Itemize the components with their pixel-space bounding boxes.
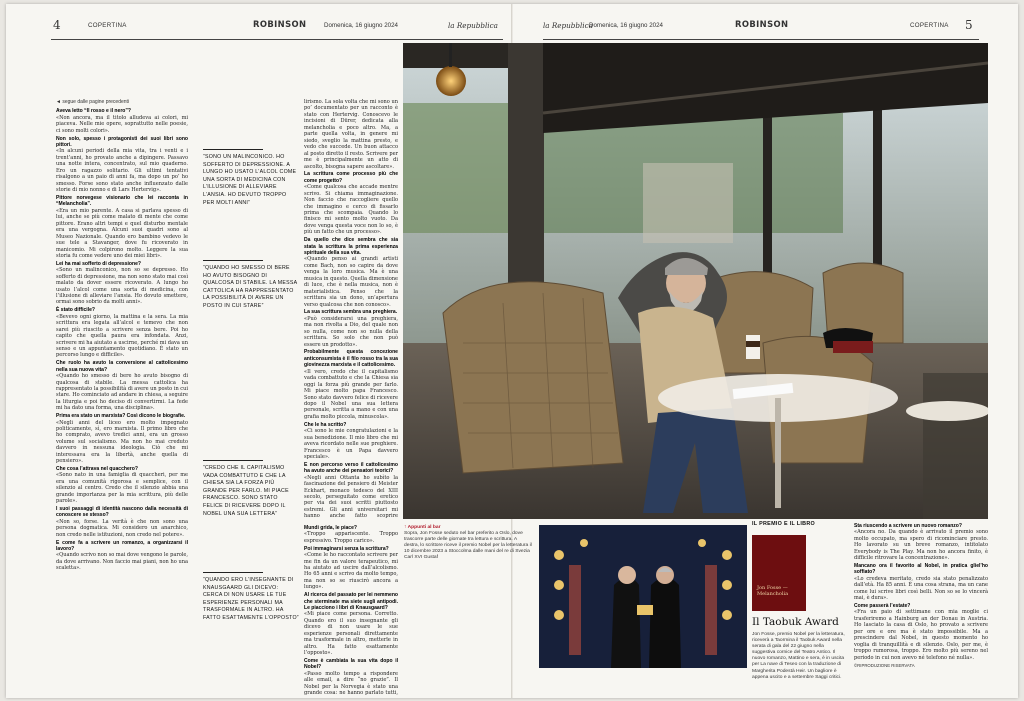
interview-answer: «Quando ho smesso di bere ho avuto bisogno di qualcosa di stabile. La messa cattolica ha rappresentato la possibilità di avere un posto in cui stare. Ho cominciato ad andare in chiesa, a seguire la liturgia e poi ho deciso di convertirmi. La fede mi ha dato una forma, una disciplina». <box>56 373 188 412</box>
pull-quote-1 <box>203 149 299 207</box>
interview-question: E come fa a scrivere un romanzo, a organizzarsi il lavoro? <box>56 539 188 553</box>
interview-answer: «In alcuni periodi della mia vita, tra i venti e i trent’anni, ho provato anche a dipingere. Passavo una notte intera, concentrato, sul mio quaderno. Ero un ragazzo solitario. Gli ultimi tentativi risalgono a un paio di anni fa, ma dopo un po’ ho smesso. Forse sono stato anche influenzato dalle storie di mio nonno e di Lars Hertervig». <box>56 148 188 194</box>
interview-answer: «Sono un malinconico, non so se depresso. Ho sofferto di depressione, ma non sono stato mai così malato da dover essere ricoverato. A lungo ho usato l’alcol come una sorta di medicina, con l’illusione di alleviare l’ansia. Ho dovuto smettere, ormai sono sobrio da molti anni». <box>56 267 188 306</box>
interview-answer: «Negli anni Ottanta ho subìto la fascinazione del pensiero di Meister Eckhart, monaco tedesco del XIII secolo, perseguitato come eretico per via dei suoi scritti piuttosto estremi. Gli anni universitari mi hanno anche fatto scoprire <box>304 474 398 519</box>
interview-paragraph <box>56 466 188 505</box>
interview-answer: «Bevevo ogni giorno, la mattina e la sera. La mia scrittura era legata all’alcol e temevo che non sarei più riuscito a scrivere senza bere. Poi ho capito che quella paura era infondata. Anzi, scrivere mi ha aiutato a uscirne, perché mi dava un senso e un appuntamento quotidiano. È stato un percorso lungo e difficile». <box>56 313 188 359</box>
supplement-brand: ROBINSON <box>735 19 789 29</box>
header-rule <box>51 39 503 40</box>
interview-question: I suoi passaggi di identità nascono dalla necessità di conoscere se stesso? <box>56 506 188 519</box>
issue-date: Domenica, 16 giugno 2024 <box>324 22 398 29</box>
interview-question: Lei ha mai sofferto di depressione? <box>56 260 141 267</box>
interview-question: È stato difficile? <box>56 307 95 314</box>
pull-quote-2 <box>203 260 299 311</box>
article-column-2 <box>304 99 398 519</box>
interview-answer: «Fra un paio di settimane con mia moglie ci trasferiremo a Hainburg an der Donau in Austria. Ho lasciato la casa di Oslo, ho provato a scrivere per ore e ore ma è stato impossibile. Ma a prescindere dal Nobel, in questo momento ho voglia di tranquillità e di silenzio. Oslo, per me, è troppo rumorosa, troppo. Ero molto più sereno nel periodo in cui non avevo né telefono né nulla». <box>854 609 988 661</box>
interview-paragraph <box>304 546 398 591</box>
interview-question: La sua scrittura sembra una preghiera. <box>304 309 398 316</box>
interview-question: Come passerà l’estate? <box>854 603 911 610</box>
interview-paragraph <box>56 540 188 572</box>
main-photo-caption <box>404 525 532 562</box>
interview-question: Aveva letto “Il rosso e il nero”? <box>56 108 131 115</box>
article-column-1 <box>56 99 188 695</box>
interview-question: Non solo, spesso i protagonisti dei suoi libri sono pittori. <box>56 135 188 149</box>
interview-question: Probabilmente questa concezione anticonsumista è il filo rosso tra la sua giovinezza marxista e il cattolicesimo. <box>304 349 398 369</box>
caption-text: Sopra, Jon Fosse seduto nel bar preferito a Oslo, dove trascorre parte delle giornate tra lettura e scrittura. A destra, lo scrittore riceve il premio Nobel per la letteratura il 10 dicembre 2023 a Stoccolma dalle mani del re di Svezia Carl XVI Gustaf <box>404 531 532 561</box>
interview-answer: «Passo molto tempo a rispondere alle email, a dire “no grazie”. Il Nobel per la Norvegia è stato una grande cosa: ne hanno parlato tutti, <box>304 670 398 695</box>
interview-answer: «Troppo appariscente. Troppo espressivo. Troppo carico». <box>304 531 398 544</box>
right-page-header <box>513 4 1018 42</box>
ceremony-scene-illustration <box>539 525 747 668</box>
interview-answer: «Negli anni del liceo ero molto impegnato politicamente, sì, ero marxista. Il primo libro che ho comprato, avevo tredici anni, era un grosso volume sul socialismo. Ma non ho mai creduto davvero in nessuna ideologia. Ciò che mi interessava era la libertà, anche quella di pensiero». <box>56 419 188 465</box>
interview-answer: «Il vero, credo che il capitalismo vada combattuto e che la Chiesa sia oggi la forza più grande per farlo. Mi piace molto papa Francesco. Sono stato davvero felice di ricevere dopo il Nobel una sua lettera personale, scritta a mano e con una grafia molto piccola, minuscola». <box>304 368 398 420</box>
interview-paragraph <box>304 349 398 420</box>
interview-question: Pittore norvegese visionario che lei racconta in “Melancholia”. <box>56 194 188 208</box>
pull-quote-text: “SONO UN MALINCONICO. HO SOFFERTO DI DEPRESSIONE. A LUNGO HO USATO L’ALCOL COME UNA SORTA DI MEDICINA CON L’ILLUSIONE DI ALLEVIARE L’ANSIA. HO DEVUTO TROPPO PER MOLTI ANNI” <box>203 154 297 206</box>
caption-label: ↑ Appunti al bar <box>404 525 441 530</box>
interview-question: Sta riuscendo a scrivere un nuovo romanzo? <box>854 523 962 529</box>
interview-answer: «Non ancora, ma il titolo alludeva ai colori, mi piaceva. Nelle mie opere, soprattutto nelle poesie, ci sono molti colori». <box>56 114 188 134</box>
section-label: COPERTINA <box>88 22 127 29</box>
interview-question: Che le ha scritto? <box>304 421 347 428</box>
interview-question: Al ricerca del passato per lei nemmeno che sterminate ma siete sugli antipodi. Le piacciono i libri di Knausgaard? <box>304 592 398 612</box>
article-column-4 <box>854 523 988 695</box>
pull-quote-rule <box>203 149 263 150</box>
interview-answer: «Non so, forse. La verità è che non sono una persona dogmatica. Mi considero un anarchico, non credo nelle istituzioni, non credo nel potere». <box>56 518 188 538</box>
interview-paragraph <box>304 309 398 348</box>
interview-paragraph <box>304 422 398 461</box>
page-number: 5 <box>965 18 973 32</box>
interview-answer: «Lo credeva meritato, credo sia stato penalizzato dall’età. Ha 85 anni. È una cosa strana, ma un cane come lui scrive libri così belli. Non so se lo vincerà mai, è dura». <box>854 575 988 602</box>
interview-answer: «Quando scrivo non so mai dove vengono le parole, da dove arrivano. Non faccio mai piani, non ho una scaletta». <box>56 552 188 572</box>
interview-question: Poi immaginarsi senza la scrittura? <box>304 545 389 552</box>
pull-quote-rule <box>203 460 263 461</box>
award-description: Jon Fosse, premio Nobel per la letteratura, riceverà a Taormina il Taobuk Award nella serata di gala del 22 giugno nella suggestiva cornice del Teatro Antico. Il nuovo romanzo, Mattino e sera, è in uscita per La nave di Teseo con la traduzione di Margherita Podestà Heir. Un bagliore è appena uscito e a settembre Saggi critici. <box>752 632 845 680</box>
interview-paragraph <box>56 506 188 538</box>
article-column-2-continued <box>304 525 398 695</box>
page-number: 4 <box>53 18 61 32</box>
section-label: COPERTINA <box>910 22 949 29</box>
interview-question: La scrittura come processo più che come progetto? <box>304 171 398 184</box>
pull-quote-rule <box>203 572 263 573</box>
interview-question: Che cosa l’attrava nel quacchero? <box>56 466 138 472</box>
issue-date: Domenica, 16 giugno 2024 <box>589 22 663 29</box>
interview-paragraph <box>304 525 398 544</box>
interview-paragraph <box>56 195 188 260</box>
newspaper-name: la Repubblica <box>543 21 593 30</box>
interview-answer: «Era un mio parente. A casa si parlava spesso di lui, anche se più come malato di mente che come pittore. Erano altri tempi e quel disturbo mentale era una vergogna. Alcuni suoi quadri sono al Museo Nazionale. Quando ero bambino vedevo le sue tele a Stavanger, dove fu ricoverato in manicomio. Mi colpirono molto. Leggere la sua storia fu come vedere uno dei miei libri». <box>56 207 188 260</box>
newspaper-name: la Repubblica <box>448 21 498 30</box>
interview-answer: «Può considerarsi una preghiera, ma non rivolta a Dio, del quale non so nulla, come non so nulla della scrittura. So solo che non può essere un prodotto». <box>304 315 398 348</box>
interview-question: Che ruolo ha avuto la conversione al cattolicesimo nella sua nuova vita? <box>56 360 188 373</box>
interview-answer: «Sono nato in una famiglia di quaccheri, per me era una comunità rigorosa e semplice, con il silenzio al centro. Credo che il silenzio abbia una grande importanza per la mia scrittura, più delle parole». <box>56 472 188 505</box>
interview-paragraph <box>854 603 988 661</box>
award-text <box>752 632 847 681</box>
copyright-credit: ©RIPRODUZIONE RISERVATA <box>854 663 915 669</box>
newspaper-spread <box>6 4 1018 698</box>
interview-question: Mundi grida, le piace? <box>304 525 357 531</box>
interview-paragraph <box>56 136 188 194</box>
interview-paragraph <box>56 360 188 412</box>
interview-answer: «Quando penso ai grandi artisti come Bach, non so capire da dove venga la loro musica. Ma è una musica in questo. Quella dimensione di luce, che è nella musica, non è materialistica. Penso che la scrittura sia un dono, un’apertura verso qualcosa che non conosco». <box>304 256 398 308</box>
interview-answer: lirismo. La sola volta che mi sono un po’ documentato per un racconto è stato con Hertervig. Conoscevo le incisioni di Dürer, dedicata alla melancholia e poco altro. Ma, a parte quella volta, in genere mi siedo, sveglio la mattina presto, e vedo che succede. Un buon attacco al posto diretto il resto. Scrivere per me è principalmente un atto di ascolto, bisogna sapere ascoltare». <box>304 99 398 170</box>
interview-paragraph <box>56 307 188 359</box>
interview-paragraph <box>854 523 988 562</box>
interview-paragraph <box>56 108 188 134</box>
main-photo-writer-in-cafe <box>403 43 988 519</box>
interview-answer: «Come qualcosa che accade mentre scrivo. Si chiama immaginazione. Non faccio che raccogliere quello che immagino e cerco di fissarlo prima che scompaia. Quando lo finisco mi sento molto vuoto. Da dove venga questa voce non lo so, è più un fatto che un processo». <box>304 184 398 236</box>
book-cover-title: Jon Fosse — Melancholia <box>757 585 789 597</box>
award-section-heading: IL PREMIO E IL LIBRO <box>752 521 816 527</box>
interview-question: Mancano ora il favorito al Nobel, in pratica gliel’ho soffiato? <box>854 563 988 576</box>
pull-quote-text: “QUANDO HO SMESSO DI BERE HO AVUTO BISOGNO DI QUALCOSA DI STABILE. LA MESSA CATTOLICA HA RAPPRESENTATO LA POSSIBILITÀ DI AVERE UN POSTO IN CUI STARE” <box>203 265 298 309</box>
pull-quote-rule <box>203 260 263 261</box>
interview-paragraph <box>56 413 188 465</box>
interview-paragraph <box>304 99 398 170</box>
pull-quote-text: “QUANDO ERO L’INSEGNANTE DI KNAUSGAARD GLI DICEVO: CERCA DI NON USARE LE TUE ESPERIENZE PERSONALI MA TRASFORMALE IN ALTRO. HA FATTO ESATTAMENTE L’OPPOSTO” <box>203 577 299 621</box>
award-title: Il Taobuk Award <box>752 616 839 628</box>
interview-paragraph <box>304 171 398 236</box>
nobel-ceremony-photo <box>539 525 747 668</box>
pull-quote-3 <box>203 460 299 518</box>
interview-answer: «Ci sono le mie congratulazioni e la sua benedizione. Il mio libro che mi aveva ricordato nelle sue preghiere. Francesco è un Papa davvero speciale». <box>304 428 398 460</box>
interview-question: E non percorso verso il cattolicesimo ha avuto anche dei pensatori teorici? <box>304 461 398 475</box>
left-page-header <box>6 4 511 42</box>
interview-paragraph <box>304 462 398 519</box>
interview-question: Come è cambiata la sua vita dopo il Nobel? <box>304 657 398 671</box>
book-cover <box>752 535 806 611</box>
interview-paragraph <box>304 237 398 308</box>
cafe-scene-illustration <box>403 43 988 519</box>
pull-quote-4 <box>203 572 299 623</box>
interview-paragraph <box>56 261 188 306</box>
continued-from-label: ◄ segue dalle pagine precedenti <box>56 99 130 105</box>
interview-question: Prima era stato un marxista? Così dicono le biografie. <box>56 413 186 420</box>
supplement-brand: ROBINSON <box>253 19 307 29</box>
interview-answer: «Ancora no. Da quando è arrivato il premio sono molto occupato, ma spero di ricominciare presto. Ho lavorato su un breve romanzo, intitolato Everybody is The Play. Ma non ho ancora finito, è difficile ritrovare la concentrazione». <box>854 529 988 562</box>
interview-paragraph <box>304 592 398 657</box>
interview-question: Da quello che dice sembra che sia stata la scrittura la prima esperienza spirituale della sua vita. <box>304 237 398 257</box>
interview-answer: «Come le ho raccontato scrivere per me fin da un valore terapeutico, mi ha aiutato ad uscire dall’alcolismo. Ho 65 anni e scrivo da molto tempo, ma non so se riuscirò ancora a lungo». <box>304 552 398 591</box>
interview-answer: «Mi piace come persona. Corretto. Quando ero il suo insegnante gli dicevo di non usare le sue esperienze personali direttamente ma trasformale in altro, metterle in altro. Ha fatto esattamente l’opposto». <box>304 611 398 657</box>
interview-paragraph <box>854 563 988 602</box>
header-rule <box>543 39 979 40</box>
pull-quote-text: “CREDO CHE IL CAPITALISMO VADA COMBATTUTO E CHE LA CHIESA SIA LA FORZA PIÙ GRANDE PER FARLO. MI PIACE FRANCESCO. SONO STATO FELICE DI RICEVERE DOPO IL NOBEL UNA SUA LETTERA” <box>203 465 289 517</box>
interview-paragraph <box>304 658 398 695</box>
